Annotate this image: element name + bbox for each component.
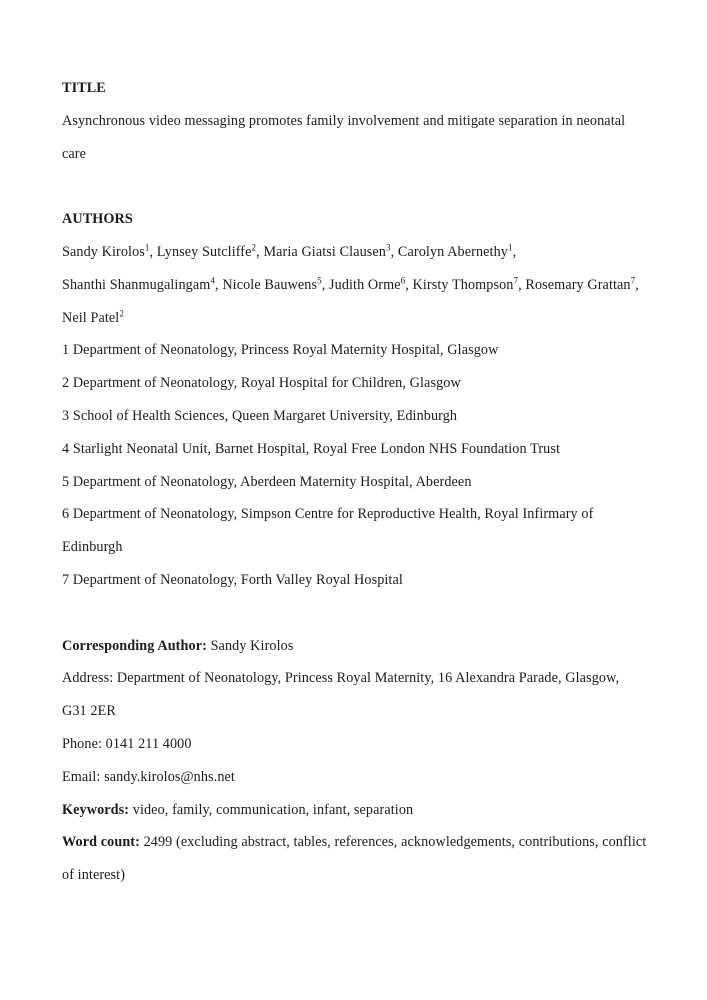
bold-label: Corresponding Author: — [62, 637, 207, 654]
title-heading: TITLE — [62, 80, 106, 96]
affiliation-line: 4 Starlight Neonatal Unit, Barnet Hospital, Royal Free London NHS Foundation Trust — [62, 440, 561, 457]
bold-label: Word count: — [62, 834, 140, 851]
author-line: Sandy Kirolos$^1$, Lynsey Sutcliffe$^2$, Maria Giatsi Clausen$^3$, Carolyn Abernethy$^1$, — [62, 242, 517, 260]
contact-line: Address: Department of Neonatology, Princess Royal Maternity, 16 Alexandra Parade, Glasgow, — [62, 670, 620, 687]
title-line: care — [62, 145, 87, 162]
affiliation-superscript: 4 — [210, 275, 216, 286]
author-line: Shanthi Shanmugalingam$^4$, Nicole Bauwens$^5$, Judith Orme$^6$, Kirsty Thompson$^7$, Rosemary Grattan$^7$, — [62, 275, 639, 293]
blank-line — [62, 597, 649, 630]
contact-line: Phone: 0141 211 4000 — [62, 735, 192, 752]
contact-line: Word count: 2499 (excluding abstract, tables, references, acknowledgements, contributions, conflict — [62, 834, 647, 851]
affiliation-superscript: 1 — [144, 242, 150, 253]
authors-heading: AUTHORS — [62, 211, 133, 228]
author-name: Kirsty Thompson — [412, 276, 514, 293]
author-name: Judith Orme — [329, 276, 401, 293]
contact-line: Corresponding Author: Sandy Kirolos — [62, 637, 294, 654]
affiliation-line: Edinburgh — [62, 539, 123, 556]
author-name: Neil Patel — [62, 309, 120, 326]
author-name: Shanthi Shanmugalingam — [62, 276, 211, 293]
affiliation-line: 1 Department of Neonatology, Princess Royal Maternity Hospital, Glasgow — [62, 342, 499, 359]
author-name: Maria Giatsi Clausen — [263, 243, 387, 260]
affiliation-superscript: 3 — [386, 242, 391, 253]
contact-line: Keywords: video, family, communication, infant, separation — [62, 801, 414, 818]
affiliation-superscript: 6 — [400, 275, 406, 286]
contact-section — [62, 630, 649, 892]
affiliation-list — [62, 334, 649, 596]
contact-line: Email: sandy.kirolos@nhs.net — [62, 768, 235, 785]
author-name: Lynsey Sutcliffe — [156, 243, 252, 260]
affiliation-line: 7 Department of Neonatology, Forth Valley Royal Hospital — [62, 571, 403, 588]
affiliation-superscript: 1 — [507, 242, 513, 253]
contact-line: G31 2ER — [62, 703, 116, 720]
affiliation-superscript: 7 — [513, 275, 519, 286]
affiliation-superscript: 2 — [119, 307, 124, 318]
author-name: Rosemary Grattan — [525, 276, 631, 293]
affiliation-line: 6 Department of Neonatology, Simpson Centre for Reproductive Health, Royal Infirmary of — [62, 506, 594, 523]
affiliation-line: 3 School of Health Sciences, Queen Margaret University, Edinburgh — [62, 407, 458, 424]
author-name: Nicole Bauwens — [222, 276, 318, 293]
affiliation-superscript: 5 — [317, 275, 322, 286]
affiliation-line: 2 Department of Neonatology, Royal Hospital for Children, Glasgow — [62, 375, 461, 392]
title-text — [62, 105, 649, 171]
affiliation-superscript: 2 — [251, 242, 257, 253]
bold-label: Keywords: — [62, 801, 130, 818]
title-line: Asynchronous video messaging promotes family involvement and mitigate separation in neonatal — [62, 112, 626, 129]
affiliation-superscript: 7 — [630, 275, 636, 286]
author-list — [62, 236, 649, 334]
author-name: Sandy Kirolos — [62, 243, 145, 260]
contact-line: of interest) — [62, 867, 126, 884]
author-line — [62, 302, 649, 335]
blank-line — [62, 170, 649, 203]
affiliation-line: 5 Department of Neonatology, Aberdeen Maternity Hospital, Aberdeen — [62, 473, 472, 490]
author-name: Carolyn Abernethy — [397, 243, 508, 260]
